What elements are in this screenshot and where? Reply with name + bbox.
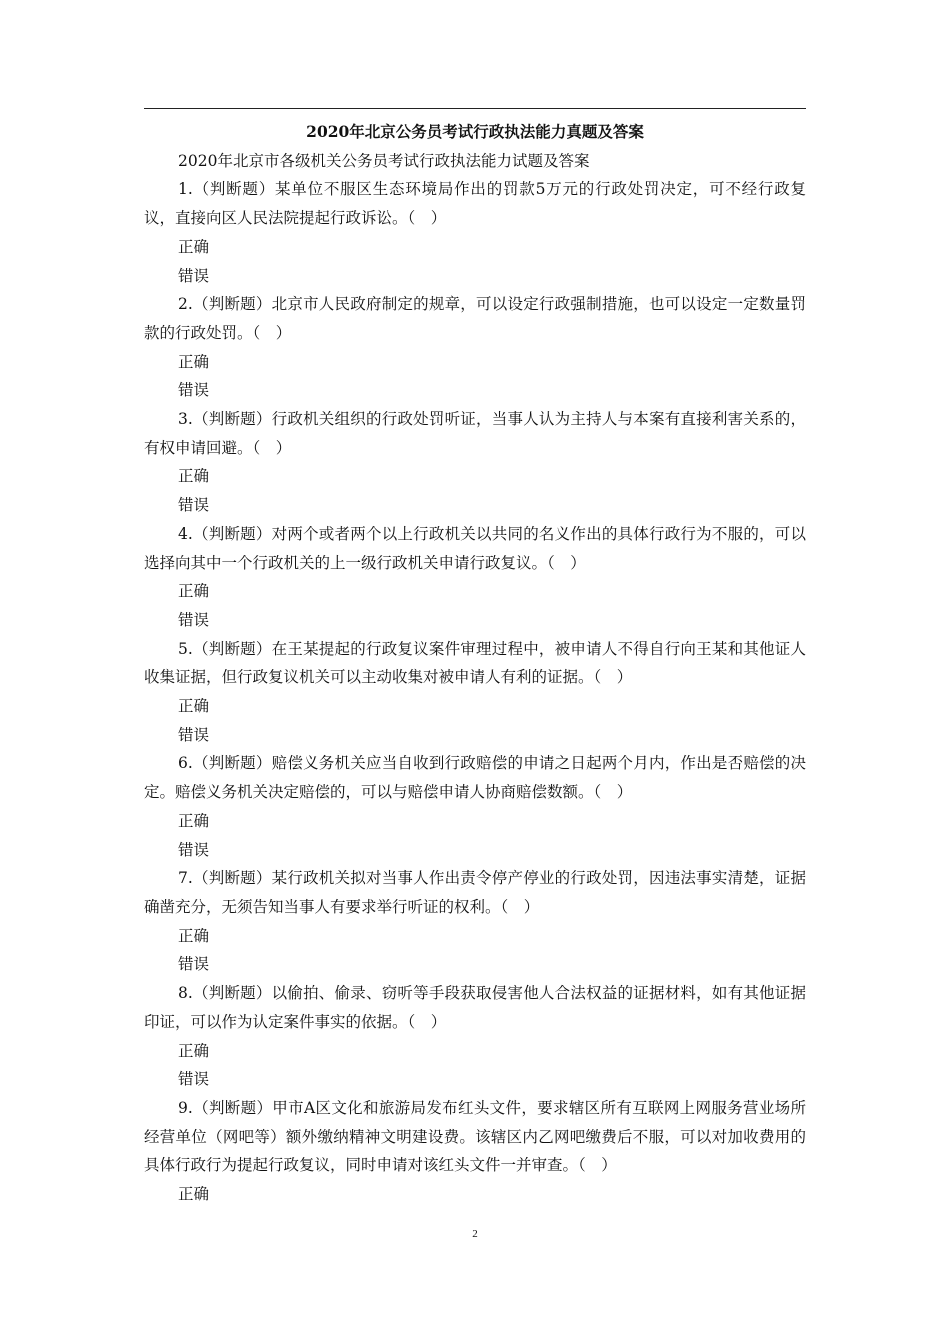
option-wrong: 错误 (178, 955, 210, 974)
option-wrong: 错误 (178, 610, 210, 629)
option-wrong: 错误 (178, 1070, 210, 1089)
option-correct: 正确 (178, 352, 210, 371)
question-item (144, 1094, 806, 1209)
option-correct: 正确 (178, 467, 210, 486)
question-text: 7.（判断题）某行政机关拟对当事人作出责令停产停业的行政处罚，因违法事实清楚，证据确凿充分，无须告知当事人有要求举行听证的权利。（ ） (144, 869, 806, 916)
question-item (144, 864, 806, 979)
document-body (144, 118, 806, 1209)
question-text: 2.（判断题）北京市人民政府制定的规章，可以设定行政强制措施，也可以设定一定数量罚款的行政处罚。（ ） (144, 295, 806, 342)
question-item (144, 635, 806, 750)
question-text: 4.（判断题）对两个或者两个以上行政机关以共同的名义作出的具体行政行为不服的，可以选择向其中一个行政机关的上一级行政机关申请行政复议。（ ） (144, 524, 806, 572)
question-text: 8.（判断题）以偷拍、偷录、窃听等手段获取侵害他人合法权益的证据材料，如有其他证据印证，可以作为认定案件事实的依据。（ ） (144, 984, 806, 1031)
question-text: 3.（判断题）行政机关组织的行政处罚听证，当事人认为主持人与本案有直接利害关系的，有权申请回避。（ ） (144, 410, 806, 457)
option-wrong: 错误 (178, 725, 210, 744)
header-rule (144, 108, 806, 109)
option-correct: 正确 (178, 811, 210, 830)
question-item (144, 749, 806, 864)
option-wrong: 错误 (178, 381, 210, 400)
option-wrong: 错误 (178, 266, 210, 285)
question-text: 9.（判断题）甲市A区文化和旅游局发布红头文件，要求辖区所有互联网上网服务营业场所经营单位（网吧等）额外缴纳精神文明建设费。该辖区内乙网吧缴费后不服，可以对加收费用的具体行政行为提起行政复议，同时申请对该红头文件一并审查。（ ） (144, 1098, 806, 1175)
option-correct: 正确 (178, 1185, 210, 1204)
question-item (144, 175, 806, 290)
question-list (144, 175, 806, 1208)
option-correct: 正确 (178, 237, 210, 256)
option-wrong: 错误 (178, 840, 210, 859)
question-item (144, 979, 806, 1094)
option-correct: 正确 (178, 926, 210, 945)
document-title: 2020年北京公务员考试行政执法能力真题及答案 (306, 122, 644, 141)
document-subtitle: 2020年北京市各级机关公务员考试行政执法能力试题及答案 (178, 151, 590, 170)
question-text: 5.（判断题）在王某提起的行政复议案件审理过程中，被申请人不得自行向王某和其他证人收集证据，但行政复议机关可以主动收集对被申请人有利的证据。（ ） (144, 639, 806, 687)
option-correct: 正确 (178, 1041, 210, 1060)
option-wrong: 错误 (178, 496, 210, 515)
question-text: 1.（判断题）某单位不服区生态环境局作出的罚款5万元的行政处罚决定，可不经行政复议，直接向区人民法院提起行政诉讼。（ ） (144, 180, 806, 228)
question-item (144, 405, 806, 520)
question-text: 6.（判断题）赔偿义务机关应当自收到行政赔偿的申请之日起两个月内，作出是否赔偿的决定。赔偿义务机关决定赔偿的，可以与赔偿申请人协商赔偿数额。（ ） (144, 754, 806, 802)
page-number: 2 (472, 1228, 478, 1240)
option-correct: 正确 (178, 582, 210, 601)
question-item (144, 290, 806, 405)
option-correct: 正确 (178, 697, 210, 716)
question-item (144, 520, 806, 635)
